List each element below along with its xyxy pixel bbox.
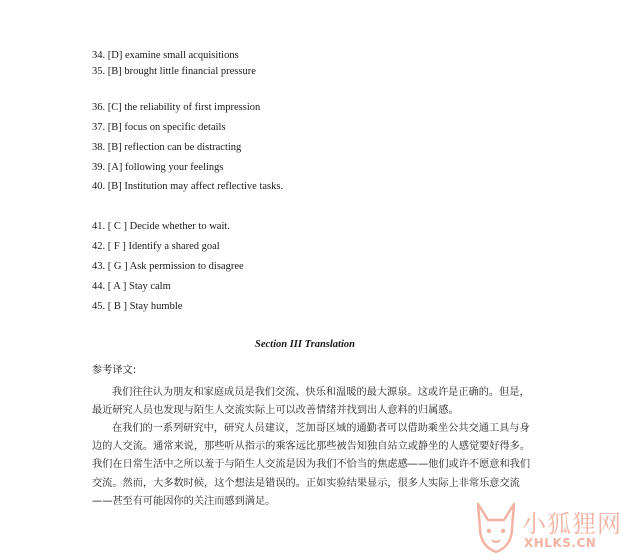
answer-40: 40. [B] Institution may affect reflective tasks.	[92, 181, 284, 192]
section-title: Section III Translation	[255, 339, 355, 350]
translation-paragraph-2: 在我们的一系列研究中，研究人员建议，芝加哥区域的通勤者可以借助乘坐公共交通工具与身边的人交流。通常来说，那些听从指示的乘客远比那些被告知独自站立或静坐的人感觉要好得多。我们在日常生活中之所以羞于与陌生人交流是因为我们不恰当的焦虑感——他们或许不愿意和我们交流。然而，大多数时候，这个想法是错误的。正如实验结果显示，很多人实际上非常乐意交流——甚至有可能因你的关注而感到满足。	[92, 423, 531, 507]
answer-44: 44. [ A ] Stay calm	[92, 281, 171, 292]
answer-41: 41. [ C ] Decide whether to wait.	[92, 221, 230, 232]
translation-paragraph-1: 我们往往认为朋友和家庭成员是我们交流、快乐和温暖的最大源泉。这或许是正确的。但是，最近研究人员也发现与陌生人交流实际上可以改善情绪并找到出人意料的归属感。	[92, 387, 530, 417]
answer-43: 43. [ G ] Ask permission to disagree	[92, 261, 244, 272]
answer-42: 42. [ F ] Identify a shared goal	[92, 241, 220, 252]
fox-logo-icon	[470, 500, 522, 556]
answer-38: 38. [B] reflection can be distracting	[92, 142, 242, 153]
watermark-name: 小狐狸网	[522, 510, 622, 538]
site-watermark	[470, 498, 622, 560]
answer-45: 45. [ B ] Stay humble	[92, 301, 183, 312]
answer-37: 37. [B] focus on specific details	[92, 122, 226, 133]
answer-36: 36. [C] the reliability of first impression	[92, 102, 261, 113]
answer-35: 35. [B] brought little financial pressure	[92, 66, 256, 77]
watermark-domain: XHLKS.CN	[524, 536, 597, 550]
answer-34: 34. [D] examine small acquisitions	[92, 50, 239, 61]
answer-39: 39. [A] following your feelings	[92, 162, 224, 173]
translation-label: 参考译文:	[92, 365, 137, 376]
